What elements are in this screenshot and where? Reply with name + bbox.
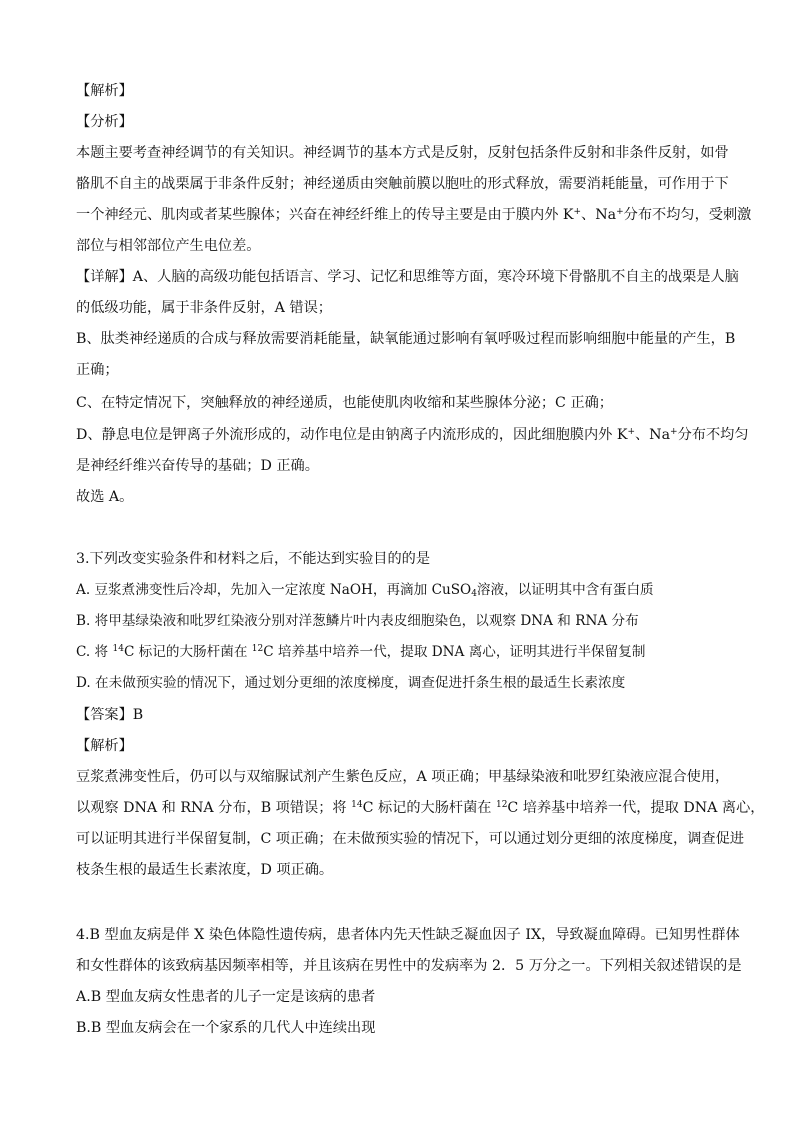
question-4-stem: 4.B 型血友病是伴 X 染色体隐性遗传病，患者体内先天性缺乏凝血因子 IX，导致凝血障碍。已知男性群体 xyxy=(76,927,740,943)
superscript: + xyxy=(616,207,624,217)
subscript: 4 xyxy=(471,589,477,599)
superscript: 14 xyxy=(351,800,363,810)
paragraph-line: 的低级功能，属于非条件反射，A 错误； xyxy=(76,300,332,316)
superscript: 14 xyxy=(112,644,124,654)
paragraph-line: 骼肌不自主的战栗属于非条件反射；神经递质由突触前膜以胞吐的形式释放，需要消耗能量，可作用于下 xyxy=(76,176,729,192)
paragraph-line: 是神经纤维兴奋传导的基础；D 正确。 xyxy=(76,458,319,474)
paragraph-line xyxy=(76,204,752,226)
superscript: + xyxy=(627,427,635,437)
text-segment: 以观察 DNA 和 RNA 分布，B 项错误；将 xyxy=(76,800,352,816)
paragraph-line xyxy=(76,424,749,446)
fenxi-heading: 【分析】 xyxy=(76,114,133,130)
paragraph-line: 枝条生根的最适生长素浓度，D 项正确。 xyxy=(76,862,334,878)
text-segment: D、静息电位是钾离子外流形成的，动作电位是由钠离子内流形成的，因此细胞膜内外 K xyxy=(76,427,628,443)
question-3-stem: 3.下列改变实验条件和材料之后，不能达到实验目的的是 xyxy=(76,551,431,567)
paragraph-line: 【详解】A、人脑的高级功能包括语言、学习、记忆和思维等方面，寒冷环境下骨骼肌不自主的战栗是人脑 xyxy=(76,269,739,285)
text-segment: 、Na xyxy=(634,427,671,443)
text-segment: 分布不均匀 xyxy=(677,427,749,443)
superscript: 12 xyxy=(495,800,508,810)
text-segment: 、Na xyxy=(581,207,617,223)
paragraph-line: 部位与相邻部位产生电位差。 xyxy=(76,238,261,254)
paragraph-line: C、在特定情况下，突触释放的神经递质，也能使肌肉收缩和某些腺体分泌；C 正确； xyxy=(76,395,613,411)
text-segment: 溶液，以证明其中含有蛋白质 xyxy=(476,582,654,598)
analysis-heading: 【解析】 xyxy=(76,83,133,99)
option-d: D. 在未做预实验的情况下，通过划分更细的浓度梯度，调查促进扦条生根的最适生长素浓度 xyxy=(76,675,626,691)
superscript: + xyxy=(573,207,582,217)
text-segment: C 培养基中培养一代，提取 DNA 离心， xyxy=(507,800,765,816)
option-b: B.B 型血友病会在一个家系的几代人中连续出现 xyxy=(76,1020,376,1036)
paragraph-line: 可以证明其进行半保留复制，C 项正确；在未做预实验的情况下，可以通过划分更细的浓度梯度，调查促进 xyxy=(76,831,744,847)
option-b: B. 将甲基绿染液和吡罗红染液分别对洋葱鳞片叶内表皮细胞染色，以观察 DNA 和 RNA 分布 xyxy=(76,613,639,629)
conclusion-line: 故选 A。 xyxy=(76,489,134,505)
paragraph-line: B、肽类神经递质的合成与释放需要消耗能量，缺氧能通过影响有氧呼吸过程而影响细胞中能量的产生，B xyxy=(76,331,736,347)
text-segment: C. 将 xyxy=(76,644,113,660)
option-c xyxy=(76,641,726,663)
text-segment: 一个神经元、肌肉或者某些腺体；兴奋在神经纤维上的传导主要是由于膜内外 K xyxy=(76,207,574,223)
analysis-heading: 【解析】 xyxy=(76,738,133,754)
text-segment: C 培养基中培养一代，提取 DNA 离心，证明其进行半保留复制 xyxy=(263,644,646,660)
text-segment: A. 豆浆煮沸变性后冷却，先加入一定浓度 NaOH，再滴加 CuSO xyxy=(76,582,472,598)
paragraph-line: 正确； xyxy=(76,362,119,378)
question-4-stem: 和女性群体的该致病基因频率相等，并且该病在男性中的发病率为 2．5 万分之一。下列相关叙述错误的是 xyxy=(76,958,742,974)
paragraph-line: 本题主要考查神经调节的有关知识。神经调节的基本方式是反射，反射包括条件反射和非条件反射，如骨 xyxy=(76,145,729,161)
paragraph-line: 豆浆煮沸变性后，仍可以与双缩脲试剂产生紫色反应，A 项正确；甲基绿染液和吡罗红染液应混合使用， xyxy=(76,769,730,785)
text-segment: C 标记的大肠杆菌在 xyxy=(362,800,496,816)
superscript: + xyxy=(670,427,678,437)
paragraph-line xyxy=(76,797,765,819)
option-a xyxy=(76,579,726,601)
text-segment: C 标记的大肠杆菌在 xyxy=(123,644,252,660)
text-segment: 分布不均匀，受刺激 xyxy=(623,207,752,223)
superscript: 12 xyxy=(251,644,264,654)
answer-line: 【答案】B xyxy=(76,707,144,723)
option-a: A.B 型血友病女性患者的儿子一定是该病的患者 xyxy=(76,989,376,1005)
